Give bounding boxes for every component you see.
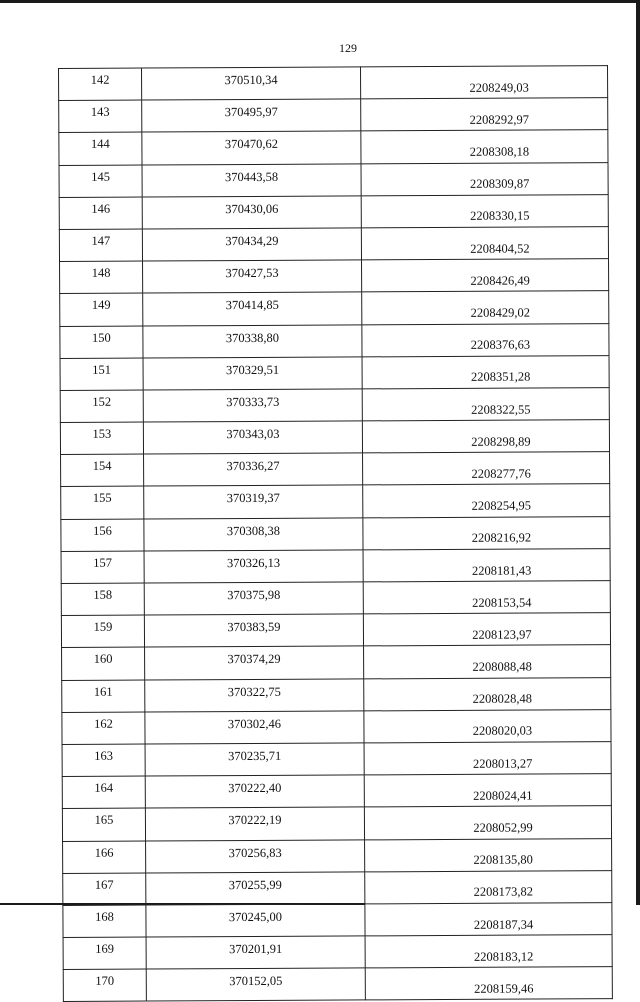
y-coordinate-cell: 2208187,34 [365,902,612,935]
y-coordinate-cell: 2208123,97 [363,613,610,646]
y-coordinate-cell: 2208429,02 [362,291,609,324]
x-coordinate-cell: 370343,03 [143,421,362,454]
x-coordinate-cell: 370443,58 [142,163,361,196]
table-row [61,581,610,616]
point-number-cell: 148 [60,261,143,294]
x-coordinate-cell: 370245,00 [146,904,365,937]
y-coordinate-cell: 2208298,89 [362,420,609,453]
y-coordinate-cell: 2208153,54 [363,581,610,614]
point-number-cell: 169 [63,937,146,970]
table-row [62,645,611,680]
x-coordinate-cell: 370329,51 [143,357,362,390]
x-coordinate-cell: 370201,91 [146,936,365,969]
y-coordinate-cell: 2208308,18 [361,130,608,163]
y-coordinate-cell: 2208020,03 [364,709,611,742]
x-coordinate-cell: 370414,85 [143,292,362,325]
y-coordinate-cell: 2208249,03 [360,66,607,99]
table-row [62,774,611,809]
y-coordinate-cell: 2208024,41 [364,774,611,807]
table-row [62,742,611,777]
y-coordinate-cell: 2208216,92 [363,516,610,549]
table-row [61,516,610,551]
table-row [62,677,611,712]
scan-edge-right [636,0,640,905]
table-row [59,66,608,101]
table-row [60,420,609,455]
table-row [60,291,609,326]
x-coordinate-cell: 370319,37 [144,485,363,518]
y-coordinate-cell: 2208183,12 [365,935,612,968]
x-coordinate-cell: 370374,29 [145,646,364,679]
point-number-cell: 155 [61,486,144,519]
table-row [60,323,609,358]
point-number-cell: 170 [63,969,146,1002]
coordinates-table-body [59,66,613,1002]
point-number-cell: 156 [61,519,144,552]
table-row [61,452,610,487]
point-number-cell: 151 [60,358,143,391]
point-number-cell: 168 [63,905,146,938]
y-coordinate-cell: 2208351,28 [362,355,609,388]
table-row [61,613,610,648]
y-coordinate-cell: 2208028,48 [364,677,611,710]
table-row [59,194,608,229]
x-coordinate-cell: 370510,34 [142,67,361,100]
table-row [59,130,608,165]
x-coordinate-cell: 370430,06 [142,196,361,229]
table-row [63,967,612,1002]
point-number-cell: 166 [63,841,146,874]
point-number-cell: 142 [59,68,142,101]
x-coordinate-cell: 370495,97 [142,99,361,132]
x-coordinate-cell: 370470,62 [142,131,361,164]
y-coordinate-cell: 2208292,97 [361,98,608,131]
table-row [63,870,612,905]
x-coordinate-cell: 370322,75 [145,678,364,711]
x-coordinate-cell: 370326,13 [144,550,363,583]
point-number-cell: 143 [59,100,142,133]
point-number-cell: 160 [62,647,145,680]
y-coordinate-cell: 2208309,87 [361,162,608,195]
x-coordinate-cell: 370255,99 [146,872,365,905]
table-row [63,902,612,937]
point-number-cell: 154 [61,454,144,487]
x-coordinate-cell: 370336,27 [144,453,363,486]
point-number-cell: 150 [60,326,143,359]
y-coordinate-cell: 2208088,48 [364,645,611,678]
point-number-cell: 158 [61,583,144,616]
y-coordinate-cell: 2208277,76 [363,452,610,485]
point-number-cell: 152 [60,390,143,423]
point-number-cell: 146 [59,197,142,230]
point-number-cell: 147 [59,229,142,262]
y-coordinate-cell: 2208254,95 [363,484,610,517]
point-number-cell: 164 [62,776,145,809]
x-coordinate-cell: 370383,59 [144,614,363,647]
table-row [59,162,608,197]
table-row [62,806,611,841]
y-coordinate-cell: 2208159,46 [365,967,612,1000]
table-row [63,935,612,970]
point-number-cell: 144 [59,132,142,165]
x-coordinate-cell: 370302,46 [145,711,364,744]
x-coordinate-cell: 370222,19 [145,807,364,840]
table-row [59,227,608,262]
y-coordinate-cell: 2208013,27 [364,742,611,775]
x-coordinate-cell: 370235,71 [145,743,364,776]
y-coordinate-cell: 2208376,63 [362,323,609,356]
y-coordinate-cell: 2208052,99 [364,806,611,839]
page-number: 129 [339,41,357,55]
table-row [61,484,610,519]
x-coordinate-cell: 370256,83 [146,839,365,872]
x-coordinate-cell: 370375,98 [144,582,363,615]
table-row [61,548,610,583]
x-coordinate-cell: 370434,29 [142,228,361,261]
table-row [63,838,612,873]
y-coordinate-cell: 2208181,43 [363,548,610,581]
point-number-cell: 153 [60,422,143,455]
point-number-cell: 145 [59,165,142,198]
point-number-cell: 163 [62,744,145,777]
point-number-cell: 162 [62,712,145,745]
scan-edge-top [0,0,640,3]
y-coordinate-cell: 2208135,80 [365,838,612,871]
y-coordinate-cell: 2208330,15 [361,194,608,227]
x-coordinate-cell: 370333,73 [143,389,362,422]
y-coordinate-cell: 2208426,49 [362,259,609,292]
point-number-cell: 167 [63,873,146,906]
table-row [60,355,609,390]
coordinates-table [58,65,613,1002]
table-row [60,387,609,422]
point-number-cell: 159 [61,615,144,648]
x-coordinate-cell: 370222,40 [145,775,364,808]
coordinates-table-wrapper [58,65,613,1002]
x-coordinate-cell: 370152,05 [146,968,365,1001]
x-coordinate-cell: 370308,38 [144,518,363,551]
point-number-cell: 161 [62,680,145,713]
y-coordinate-cell: 2208404,52 [361,227,608,260]
table-row [60,259,609,294]
table-row [59,98,608,133]
y-coordinate-cell: 2208322,55 [362,387,609,420]
y-coordinate-cell: 2208173,82 [365,870,612,903]
point-number-cell: 165 [62,808,145,841]
x-coordinate-cell: 370427,53 [143,260,362,293]
table-row [62,709,611,744]
x-coordinate-cell: 370338,80 [143,324,362,357]
point-number-cell: 157 [61,551,144,584]
point-number-cell: 149 [60,293,143,326]
